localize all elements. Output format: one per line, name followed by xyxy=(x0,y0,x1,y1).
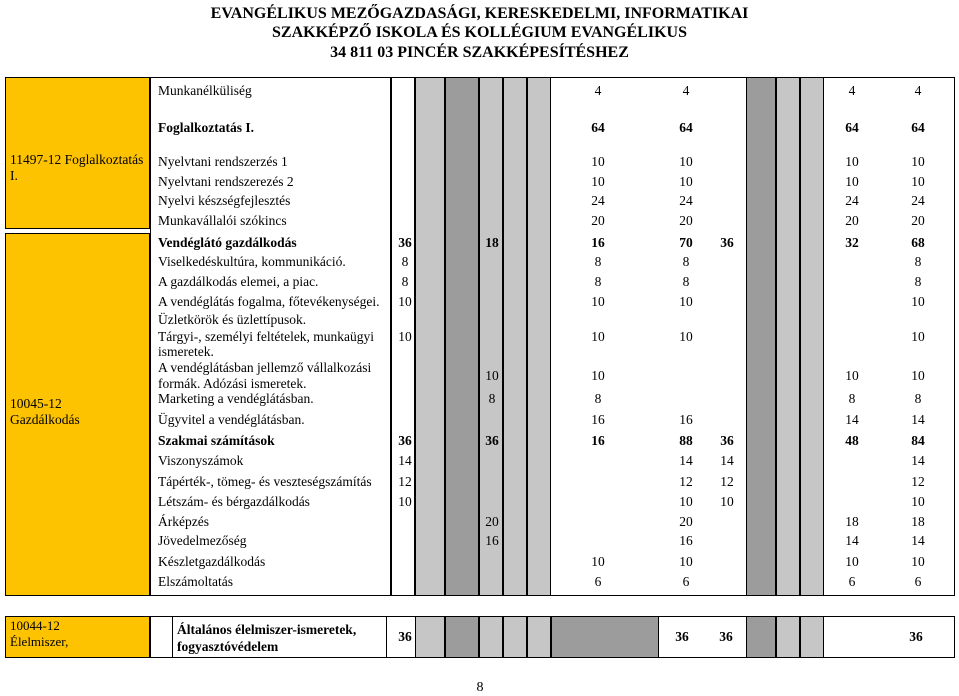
row-value: 8 xyxy=(914,274,922,289)
row-value: 8 xyxy=(401,254,409,269)
row-value: 10 xyxy=(591,294,605,309)
row-value: 8 xyxy=(488,391,496,406)
row-label: Foglalkoztatás I. xyxy=(158,120,254,135)
row-value: 16 xyxy=(679,412,693,427)
row-value: 14 xyxy=(911,412,925,427)
bottom-stripe xyxy=(445,616,479,658)
row-value: 6 xyxy=(594,574,602,589)
row-value: 10 xyxy=(911,154,925,169)
module-box-gazdalkodas xyxy=(5,233,150,596)
bottom-label-b: fogyasztóvédelem xyxy=(177,639,279,654)
row-value: 20 xyxy=(485,514,499,529)
row-value: 10 xyxy=(679,329,693,344)
row-value: 8 xyxy=(848,391,856,406)
row-value: 18 xyxy=(845,514,859,529)
row-value: 4 xyxy=(914,83,922,98)
module-label-1a: 11497-12 Foglalkoztatás xyxy=(10,152,144,167)
row-value: 10 xyxy=(720,494,734,509)
row-value: 4 xyxy=(594,83,602,98)
row-value: 8 xyxy=(914,391,922,406)
row-value: 10 xyxy=(398,294,412,309)
row-value: 10 xyxy=(485,368,499,383)
row-label: ismeretek. xyxy=(158,344,214,359)
row-value: 10 xyxy=(679,554,693,569)
row-value: 10 xyxy=(591,329,605,344)
row-value: 10 xyxy=(845,554,859,569)
school-title-line1: EVANGÉLIKUS MEZŐGAZDASÁGI, KERESKEDELMI, INFORMATIKAI xyxy=(210,5,749,22)
row-value: 12 xyxy=(720,474,734,489)
row-label: formák. Adózási ismeretek. xyxy=(158,376,307,391)
row-label: A vendéglátás fogalma, főtevékenységei. xyxy=(158,294,380,309)
row-value: 10 xyxy=(911,174,925,189)
row-value: 10 xyxy=(398,494,412,509)
bottom-label-a: Általános élelmiszer-ismeretek, xyxy=(177,622,357,637)
row-value: 36 xyxy=(398,235,412,250)
row-value: 18 xyxy=(911,514,925,529)
row-label: Vendéglátó gazdálkodás xyxy=(158,235,297,250)
row-value: 14 xyxy=(911,453,925,468)
row-label: Készletgazdálkodás xyxy=(158,554,266,569)
module-box-elelmiszer xyxy=(5,616,150,658)
row-value: 14 xyxy=(720,453,734,468)
bottom-stripe xyxy=(503,616,527,658)
row-value: 20 xyxy=(845,213,859,228)
row-value: 8 xyxy=(594,274,602,289)
row-label: Munkavállalói szókincs xyxy=(158,213,287,228)
row-value: 18 xyxy=(485,235,499,250)
row-value: 14 xyxy=(845,412,859,427)
row-value: 36 xyxy=(398,433,412,448)
row-value: 12 xyxy=(911,474,925,489)
row-label: Tárgyi-, személyi feltételek, munkaügyi xyxy=(158,329,375,344)
row-value: 24 xyxy=(911,193,925,208)
row-value: 16 xyxy=(679,533,693,548)
row-value: 10 xyxy=(398,329,412,344)
row-label: Nyelvi készségfejlesztés xyxy=(158,193,291,208)
bottom-stripe xyxy=(479,616,503,658)
row-value: 10 xyxy=(911,294,925,309)
module-label-3a: 10044-12 xyxy=(10,618,60,633)
row-value: 16 xyxy=(591,433,605,448)
row-value: 12 xyxy=(398,474,412,489)
row-label: A gazdálkodás elemei, a piac. xyxy=(158,274,319,289)
row-value: 10 xyxy=(591,554,605,569)
row-label: Szakmai számítások xyxy=(158,433,275,448)
bottom-value: 36 xyxy=(909,629,923,644)
school-title-line2: SZAKKÉPZŐ ISKOLA ÉS KOLLÉGIUM EVANGÉLIKUS xyxy=(272,24,687,41)
row-value: 10 xyxy=(911,554,925,569)
row-label: Jövedelmezőség xyxy=(158,533,247,548)
row-value: 6 xyxy=(848,574,856,589)
row-value: 16 xyxy=(591,235,605,250)
row-value: 48 xyxy=(845,433,859,448)
row-label: Nyelvtani rendszerezés 2 xyxy=(158,174,294,189)
row-value: 24 xyxy=(679,193,693,208)
module-label-1b: I. xyxy=(10,168,18,183)
row-value: 16 xyxy=(591,412,605,427)
row-label: Munkanélküliség xyxy=(158,83,252,98)
row-value: 70 xyxy=(679,235,693,250)
row-value: 88 xyxy=(679,433,693,448)
row-value: 14 xyxy=(679,453,693,468)
row-value: 14 xyxy=(398,453,412,468)
row-value: 10 xyxy=(911,368,925,383)
row-label: Viselkedéskultúra, kommunikáció. xyxy=(158,254,346,269)
row-value: 24 xyxy=(591,193,605,208)
bottom-stripe xyxy=(527,616,551,658)
row-value: 10 xyxy=(845,174,859,189)
row-value: 10 xyxy=(679,294,693,309)
bottom-value: 36 xyxy=(398,629,412,644)
row-value: 20 xyxy=(911,213,925,228)
row-label: Ügyvitel a vendéglátásban. xyxy=(158,412,305,427)
row-value: 8 xyxy=(682,274,690,289)
row-value: 12 xyxy=(679,474,693,489)
module-label-3b: Élelmiszer, xyxy=(10,634,69,649)
qualification-title: 34 811 03 PINCÉR SZAKKÉPESÍTÉSHEZ xyxy=(330,44,629,61)
row-value: 20 xyxy=(591,213,605,228)
bottom-stripe xyxy=(800,616,824,658)
row-value: 14 xyxy=(911,533,925,548)
row-value: 20 xyxy=(679,213,693,228)
row-value: 32 xyxy=(845,235,859,250)
row-value: 10 xyxy=(845,368,859,383)
row-value: 36 xyxy=(720,433,734,448)
row-value: 20 xyxy=(679,514,693,529)
row-value: 24 xyxy=(845,193,859,208)
row-label: Tápérték-, tömeg- és veszteségszámítás xyxy=(158,474,372,489)
row-value: 68 xyxy=(911,235,925,250)
row-value: 36 xyxy=(720,235,734,250)
row-label: Nyelvtani rendszerzés 1 xyxy=(158,154,288,169)
row-value: 14 xyxy=(845,533,859,548)
row-label: Viszonyszámok xyxy=(158,453,244,468)
row-value: 16 xyxy=(485,533,499,548)
row-value: 10 xyxy=(591,368,605,383)
row-value: 10 xyxy=(911,329,925,344)
row-value: 10 xyxy=(911,494,925,509)
row-value: 64 xyxy=(845,120,859,135)
row-label: A vendéglátásban jellemző vállalkozási xyxy=(158,360,372,375)
row-label: Üzletkörök és üzlettípusok. xyxy=(158,312,307,327)
row-value: 8 xyxy=(594,391,602,406)
row-label: Marketing a vendéglátásban. xyxy=(158,391,314,406)
row-label: Elszámoltatás xyxy=(158,574,233,589)
bottom-value: 36 xyxy=(675,629,689,644)
bottom-stripe xyxy=(551,616,659,658)
row-value: 36 xyxy=(485,433,499,448)
row-value: 6 xyxy=(682,574,690,589)
row-value: 64 xyxy=(911,120,925,135)
row-value: 8 xyxy=(682,254,690,269)
row-value: 8 xyxy=(401,274,409,289)
row-value: 10 xyxy=(679,174,693,189)
module-box-foglalkoztatas xyxy=(5,77,150,229)
page-number: 8 xyxy=(476,680,484,695)
row-value: 84 xyxy=(911,433,925,448)
module-label-2a: 10045-12 xyxy=(10,396,62,411)
row-value: 64 xyxy=(591,120,605,135)
row-value: 10 xyxy=(591,174,605,189)
row-value: 10 xyxy=(679,494,693,509)
row-value: 4 xyxy=(682,83,690,98)
row-value: 8 xyxy=(914,254,922,269)
row-value: 6 xyxy=(914,574,922,589)
row-label: Árképzés xyxy=(158,514,209,529)
module-label-2b: Gazdálkodás xyxy=(10,412,80,427)
row-value: 8 xyxy=(594,254,602,269)
bottom-stripe xyxy=(776,616,800,658)
row-value: 10 xyxy=(591,154,605,169)
row-value: 10 xyxy=(845,154,859,169)
bottom-value: 36 xyxy=(719,629,733,644)
row-value: 64 xyxy=(679,120,693,135)
row-value: 10 xyxy=(679,154,693,169)
row-label: Létszám- és bérgazdálkodás xyxy=(158,494,310,509)
row-value: 4 xyxy=(848,83,856,98)
bottom-stripe xyxy=(746,616,776,658)
